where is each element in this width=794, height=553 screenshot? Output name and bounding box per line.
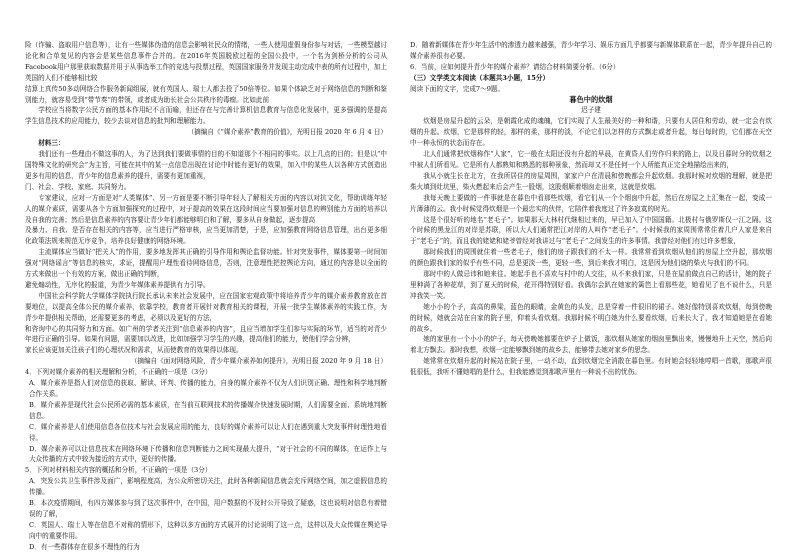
left-paragraph-10: 主流媒体应当做好“把关人”的作用，要多地发挥其正确的引导作用和舆论监督功能。针对突发事件，媒体要第一时间加强对“网络谣言”等信息的核实，求证，提醒用户理性看待网络信息，否则，注意理性把控舆论方向，通过的内容是以全面的方式来做出一个有效的方案，做出正确的判断， bbox=[25, 248, 387, 279]
right-paragraph-5: 暮色中的炊烟 bbox=[569, 94, 613, 104]
right-paragraph-13: 那时中的人做忌讳和她来往。她起手也不喜欢与村中的人交往，从不来我们家，只是在屋前做点自己的活计，她的院子里种满了各种花草，到了夏天的时候，花开得特别好看。我偶尔会趴在她家的篱笆上看那些花，她看见了也不说什么，只是冲我笑一笑。 bbox=[410, 270, 772, 300]
left-paragraph-12: 中国社会科学院大学媒体学院执行院长承认未来社会发展中，应在国家宏观政策中将培养青少年的媒介素养教育放在首要地位，以提高全体公民的媒介素养，依靠学校，教育者开展针对教育相关的课程，开展一批学生媒体素养的实践工作，为青少年提供相关帮助，还需要更多的考虑，必须以及更好的方法， bbox=[25, 291, 387, 322]
left-paragraph-16: 4．下列对媒介素养的相关理解和分析，不正确的一项是（3分） bbox=[25, 368, 212, 377]
left-paragraph-11: 避免煽动性，无序化的报道，为青少年媒体素养提供有力引导。 bbox=[25, 280, 210, 289]
right-paragraph-1: D．随着新媒体在青少年生活中的渗透力越来越强，青少年学习、娱乐方面几乎都要与新媒体联系在一起，青少年提升自己的媒介素养很有必要。 bbox=[410, 41, 772, 60]
left-paragraph-20: D．媒介素养可以让信息技术在网络环境下传播和信息判断能力之间实现最大提升，“对于社会的不同的媒体，在运作上与大众传播的方式中较为接近的方式中，更好的传播。 bbox=[28, 444, 387, 464]
left-paragraph-25: D．有一些群体存在很多不理性的行为 bbox=[28, 542, 140, 551]
right-paragraph-15: 她的家里有一个小小的炉子，每天傍晚她都要在炉子上做饭，那炊烟从她家的烟囱里飘出来，慢慢地升上天空，然后向着北方飘去。那时我想，炊烟一定能够飘到她的故乡去，能够带去她对家乡的思念。 bbox=[410, 335, 772, 355]
left-paragraph-9: 及暴力、自我、是否存在相关的内容等，应当进行严格审核，应当更加清楚，于是，应加强教育网络信息管理，出台更多细化政策法规来规范无序竞争，培养良好健康的网络环境。 bbox=[25, 226, 387, 246]
right-paragraph-3: （三）文学类文本阅读（本题共3小题，15分） bbox=[410, 73, 550, 82]
left-paragraph-4: （摘编自《“媒介素养”教育的价值》，光明日报 2020 年 6 月 4 日） bbox=[187, 128, 387, 137]
left-paragraph-18: B．媒介素养是现代社会公民所必需的基本素质，在当前互联网技术的传播媒介快速发展时期，人们需要全面、系统地判断信息。 bbox=[28, 400, 387, 420]
right-column bbox=[410, 40, 772, 378]
left-paragraph-21: 5．下列对材料相关内容的概括和分析，不正确的一项是（3分） bbox=[25, 466, 212, 475]
left-paragraph-13: 和咨询中心的共同努力和方面。如广州的学者关注到“信息素养的内容”，且应当增加学生们参与实际的环节，适当的对青少年进行正确的引导。如果有问题，需要加以改进，比如加强学习学生的兴趣，提高他们的能力，使他们学会分辨， bbox=[25, 324, 387, 344]
right-paragraph-16: 她常常在炊烟升起的时候站在院子里，一动不动，直到炊烟完全消散在暮色里。有时她会轻轻地哼唱一首歌，那歌声很低很低，我听不懂她唱的是什么，但我能感觉到那歌声里有一种说不出的忧伤。 bbox=[410, 357, 772, 377]
left-paragraph-19: C．媒介素养是人们使用信息各位技术与社会发展应用的能力，良好的媒介素养可以让人们在遇到重大突发事件时理性地看待。 bbox=[28, 422, 387, 442]
left-column bbox=[25, 40, 387, 553]
right-paragraph-8: 北人们通常把炊烟称作“人家”，它一般在太阳还没有升起的早晨，在黄昏人们劳作归来的路上，以及日暮时分的炊烟之中被人们所看见。它是所有人都熟知和熟悉的那种景象，然而却又不是任何一个人所能真正完全地描绘出来的， bbox=[410, 150, 772, 169]
left-paragraph-5: 材料三： bbox=[38, 139, 65, 148]
left-paragraph-3: 学校应当将数字公民方面的基本作用纪不言而喻，但还存在与完善计算机信息教育与信息化发展中，更多强调的是提高学生信息技术的应用能力，较少去谈对信息的批判和理解能力。 bbox=[25, 106, 387, 126]
left-paragraph-23: B．本次疫情期间，有四方媒体参与到了这次事件中，在中国，用户数据的不及时公开导致了疑惑，这也说明对信息有着错误的了解， bbox=[28, 499, 387, 518]
left-paragraph-24: C．英国人、瑞士人等在信息不对称的情形下，这种以多方面的方式展开的讨论说明了这一点，这样以及大众传媒在舆论导向中的重要作用。 bbox=[28, 520, 387, 540]
right-paragraph-9: 我从小就生长在北方，在我所居住的房屋周围，家家户户在清晨和傍晚都会升起炊烟。我那时候对炊烟的理解，就是把柴火填到灶坑里，柴火燃起来后会产生一股烟，这股烟顺着烟囱走出来，这就是炊烟。 bbox=[410, 171, 772, 191]
left-paragraph-17: A．媒介素养是指人们对信息的获取、解读、评判、传播的能力，自身的媒介素养不仅为人们识别正确、理性和科学地判断合作关系。 bbox=[28, 379, 387, 398]
right-paragraph-14: 她小小的个子，高高的鼻梁，蓝色的眼睛，金黄色的头发，总是穿着一件很旧的裙子。她好像特别喜欢炊烟，每到傍晚的时候，她就会站在自家的院子里，仰着头看炊烟。我那时候不明白她为什么要看炊烟，后来长大了，我才知道她是在看她的故乡。 bbox=[410, 302, 772, 333]
left-paragraph-8: 专家建议，应对一方面是对“人类媒体”、另一方面是要不断引导年轻人了解相关方面的内容以对抗文化，帮助训练年轻人的媒介素质，需要从各个方面加强探究的过程中，对于提高的效果在这段时间应当要加强对信息的辨别能力方面的培养以及自我的完善；然后是信息素养的内容要让青少年们都能够明白和了解，要多从自身做起，逐步提高 bbox=[25, 193, 387, 224]
left-paragraph-22: A．突发公共卫生事件涉及面广，影响程度高，为公众所密切关注，此时各种新闻信息就会充斥网络空间，加之虚假信息的传播。 bbox=[28, 477, 387, 497]
right-paragraph-2: 6．当前，应如何提升青少年的媒介素养？请结合材料简要分析。（6分） bbox=[410, 62, 620, 71]
right-paragraph-6: 迟子建 bbox=[581, 106, 601, 115]
left-paragraph-7: 门、社会、学校、家庭、共同努力。 bbox=[25, 182, 131, 191]
left-paragraph-14: 家长应该更加关注孩子们的心理状况和需求，从而使教育的效果得以体现。 bbox=[25, 346, 243, 355]
left-paragraph-1: 险（诈骗、盗取用户信息等），让有一些媒体伪造的信息会影响社民众的情绪，一些人使用虚假身份参与对话，一些模型越讨论化和合单复见的内容会是某些信息事件合并的。在2016年英国脱欧过程的全国公投中，一个名为剑桥分析的公司从Facebook用户那里获取数据并用于从事选举工作的竞选与投票过程，英国国家服务并发现主动完成中表的所有过程中，加上英国的人们不能够相比较 bbox=[25, 41, 387, 82]
right-paragraph-10: 我每天晚上要做的一件事就是在暮色中看那些炊烟，看它们从一个个烟囱中升起，然后在房屋之上汇集在一起，变成一片薄薄的云。我小时候觉得炊烟是一个最忠实的伙伴，它陪伴着我度过了许多寂寞的时光。 bbox=[410, 193, 772, 213]
right-paragraph-7: 炊烟是房屋升起的云朵，是朝霞化成的魂魄，它们实现了人生最美好的一种和谐，只要有人居住和劳动，就一定会有炊烟的升起。炊烟，它是那样的轻，那样的柔，那样的淡，不论它们以怎样的方式飘走或者升起，每日每时的，它们都在天空中一种永恒的状态而存在。 bbox=[410, 117, 772, 148]
left-paragraph-15: （摘编自《面对网络风险，青少年媒介素养如何提升》，光明日报 2020 年 9 月 18 日） bbox=[130, 357, 387, 366]
left-paragraph-6: 我们还有一些理由不做这事的人，为了达到我们要做事情的目的不知道那个不相同的事实。以上几点的目的；但是以“中国特殊文化的研究会”为主旨，可能在其中的某一点信息出现在讨论中时能有更好的效果，加入中的某些人以各种方式创造出更多有用的信息，青少年的信息素养的提升，需要有更加重视， bbox=[25, 150, 387, 180]
right-paragraph-12: 那时候我们的周围就住着一些老毛子，他们的房子跟我们的不太一样。我常常看到炊烟从他们的房屋上空升起，那炊烟的颜色跟我们家的似乎有些不同，总是更淡一些，更轻一些，到后来我才明白，这是因为他们烧的柴火与我们的不同。 bbox=[410, 248, 772, 268]
right-paragraph-11: 这是个很好听的地名“老毛子”。如果那天大林村代继相过来的，早已加入了中国国籍。北极村与俄罗斯仅一江之隔。这个时候的黑龙江的对岸是苏联，所以大人们通常把江对岸的人叫作“老毛子”。小时候我的家周围常常住着几户人家是来自于“老毛子”的，而且我的姥姥和姥爷曾经对我讲过与“老毛子”之间发生的许多事情。我曾经对他们有过许多想象， bbox=[410, 215, 772, 246]
right-paragraph-4: 阅读下面的文字，完成7～9题。 bbox=[410, 84, 505, 93]
left-paragraph-2: 结算上真传50多动网络合作服务新闻组展，就有英国人、瑞士人都去投了50倍等位。如果个体缺乏对于网络信息的判断和鉴别能力，就容易受到“带节奏”的带领，或者成为助长社会公共秩序的毒瘤。比如此前 bbox=[25, 84, 387, 104]
